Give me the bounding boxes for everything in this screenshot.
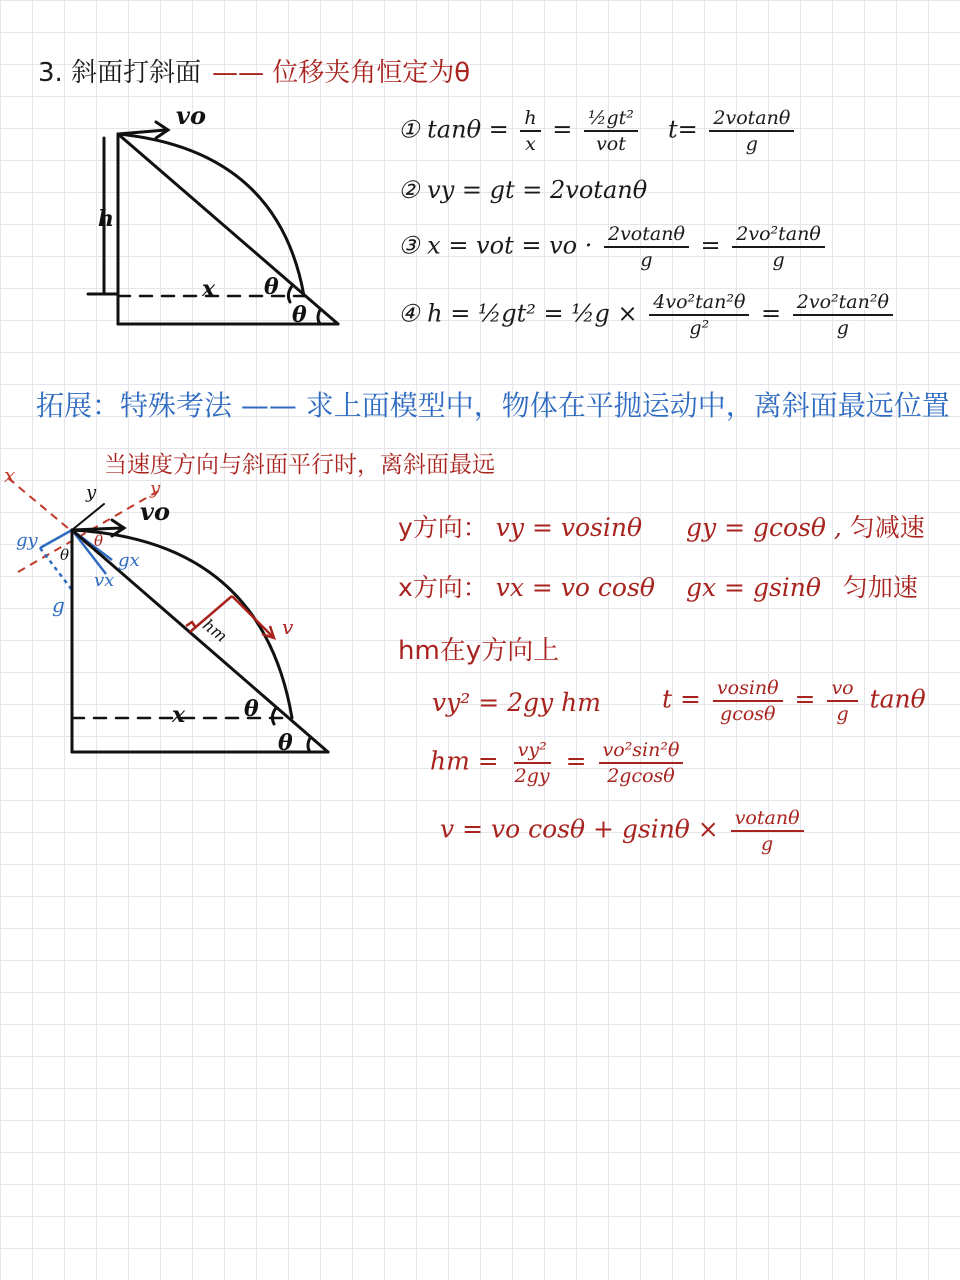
d2-hm-right-angle xyxy=(186,622,196,628)
d2-label-gx: gx xyxy=(118,550,140,571)
eq1-1-t-den: g xyxy=(745,133,758,155)
eq2-hm-num: vy² xyxy=(514,738,551,764)
eq2-v-den: g xyxy=(761,833,774,855)
eq2-t-row xyxy=(662,676,926,726)
d2-label-v: v xyxy=(282,615,294,639)
eq2-y-gy: gy = gcosθ , xyxy=(686,513,842,542)
eq1-4-frac1-num: 4vo²tan²θ xyxy=(649,290,749,316)
eq1-1-t-num: 2votanθ xyxy=(709,106,794,132)
eq2-t-frac2 xyxy=(827,676,857,726)
eq1-1-num: ① xyxy=(398,115,420,144)
eq1-3-frac2-den: g xyxy=(772,249,785,271)
d1-label-theta-top: θ xyxy=(264,274,279,300)
d2-label-y-small: y xyxy=(86,482,97,503)
eq2-v-lhs: v = vo cosθ + gsinθ × xyxy=(440,814,719,844)
eq2-t-frac1 xyxy=(713,676,783,726)
eq2-y-motion: 匀减速 xyxy=(849,513,925,542)
d2-label-x-axis: x xyxy=(4,463,16,487)
eq2-hm-mid: = xyxy=(565,746,587,776)
eq2-hm-num2: vo²sin²θ xyxy=(599,738,684,764)
eq2-y-label: y方向： xyxy=(398,513,488,542)
d2-label-theta-a: θ xyxy=(60,546,70,564)
eq2-t-num2: vo xyxy=(827,676,857,702)
eq1-4-mid: = xyxy=(761,299,782,328)
d2-angle-arc-bottom xyxy=(308,738,310,752)
eq1-3-frac1-num: 2votanθ xyxy=(604,222,689,248)
eq2-hm-frac1 xyxy=(511,738,554,788)
eq1-1-frac1-num: h xyxy=(520,106,540,132)
d1-label-v0: vo xyxy=(176,101,206,130)
eq2-hm-den2: 2gcosθ xyxy=(607,765,675,787)
eq2-t-tail: tanθ xyxy=(869,684,926,714)
eq1-3-frac2-num: 2vo²tanθ xyxy=(732,222,825,248)
d1-label-theta-bottom: θ xyxy=(292,302,307,328)
eq2-t-den2: g xyxy=(836,703,849,725)
eq1-1-lhs: tanθ = xyxy=(427,115,509,144)
eq2-x-vx: vx = vo cosθ xyxy=(495,573,655,602)
eq2-hm-den: 2gy xyxy=(514,765,550,787)
section-dash: —— xyxy=(212,58,264,88)
eq2-x-gx: gx = gsinθ xyxy=(686,573,821,602)
eq1-3-lhs: x = vot = vo · xyxy=(427,231,593,260)
eq2-hm-frac2 xyxy=(599,738,684,788)
d2-label-theta-bottom: θ xyxy=(278,730,293,756)
d2-angle-arc-top xyxy=(272,708,276,724)
d1-label-h: h xyxy=(98,206,114,232)
eq2-x-label: x方向： xyxy=(398,573,488,602)
eq1-4-frac2-num: 2vo²tan²θ xyxy=(793,290,893,316)
eq1-4-frac1-den: g² xyxy=(689,317,710,339)
eq1-1-frac1-den: x xyxy=(525,133,536,155)
eq2-x-gx-row xyxy=(686,568,918,604)
eq2-x-motion: 匀加速 xyxy=(842,573,918,602)
d2-v0-arrow xyxy=(72,528,122,530)
eq2-t-num: vosinθ xyxy=(713,676,783,702)
eq2-t-den: gcosθ xyxy=(720,703,776,725)
d2-y-small-arrow xyxy=(72,504,104,530)
d2-label-hm: hm xyxy=(199,615,231,646)
d2-label-vx: vx xyxy=(94,570,115,591)
d2-incline-line xyxy=(72,530,328,752)
eq2-y-dir xyxy=(398,508,642,544)
eq1-2-num: ② xyxy=(398,176,420,204)
eq1-4-frac2-den: g xyxy=(836,317,849,339)
section-title: 斜面打斜面 xyxy=(71,58,202,88)
eq1-1-frac2-den: vot xyxy=(596,133,626,155)
eq1-4-lhs: h = ½gt² = ½g × xyxy=(427,299,638,328)
eq2-y-vy: vy = vosinθ xyxy=(495,513,642,542)
eq2-eq1: vy² = 2gy hm xyxy=(432,688,601,717)
section-subtitle: 位移夹角恒定为θ xyxy=(272,58,471,88)
d2-label-theta-top: θ xyxy=(244,696,259,722)
eq2-y-gy-row xyxy=(686,508,925,544)
eq1-1-mid: = xyxy=(552,115,573,144)
eq2-t-lhs: t = xyxy=(662,684,701,714)
d2-label-g: g xyxy=(52,593,65,617)
eq2-hm-row xyxy=(430,738,687,788)
eq1-1-t-lhs: t= xyxy=(668,115,698,144)
eq2-x-dir xyxy=(398,568,655,604)
eq1-2-text: vy = gt = 2votanθ xyxy=(427,176,648,204)
eq1-4-num: ④ xyxy=(398,299,420,328)
eq1-3-mid: = xyxy=(700,231,721,260)
section-number: 3. xyxy=(38,58,63,88)
eq2-hm-lhs: hm = xyxy=(430,746,499,776)
extension-heading: 拓展：特殊考法 —— 求上面模型中，物体在平抛运动中，离斜面最远位置 xyxy=(36,389,950,422)
d2-v-arrow xyxy=(232,596,272,636)
eq2-v-num: votanθ xyxy=(731,806,804,832)
d2-label-gy: gy xyxy=(16,530,38,551)
eq2-v-row xyxy=(440,806,808,856)
extension-note: 当速度方向与斜面平行时，离斜面最远 xyxy=(104,452,495,478)
eq1-3-frac1-den: g xyxy=(640,249,653,271)
eq2-v-frac xyxy=(731,806,804,856)
eq1-1-frac2-num: ½gt² xyxy=(584,106,638,132)
eq2-hm-line: hm在y方向上 xyxy=(398,636,560,666)
d2-label-v0: vo xyxy=(140,497,170,526)
eq1-3-num: ③ xyxy=(398,231,420,260)
d2-label-x: x xyxy=(172,702,186,728)
d2-label-theta-b: θ xyxy=(94,532,104,550)
d1-label-x: x xyxy=(202,276,216,302)
d2-label-y-axis: y xyxy=(150,478,161,499)
eq2-t-mid: = xyxy=(794,684,816,714)
